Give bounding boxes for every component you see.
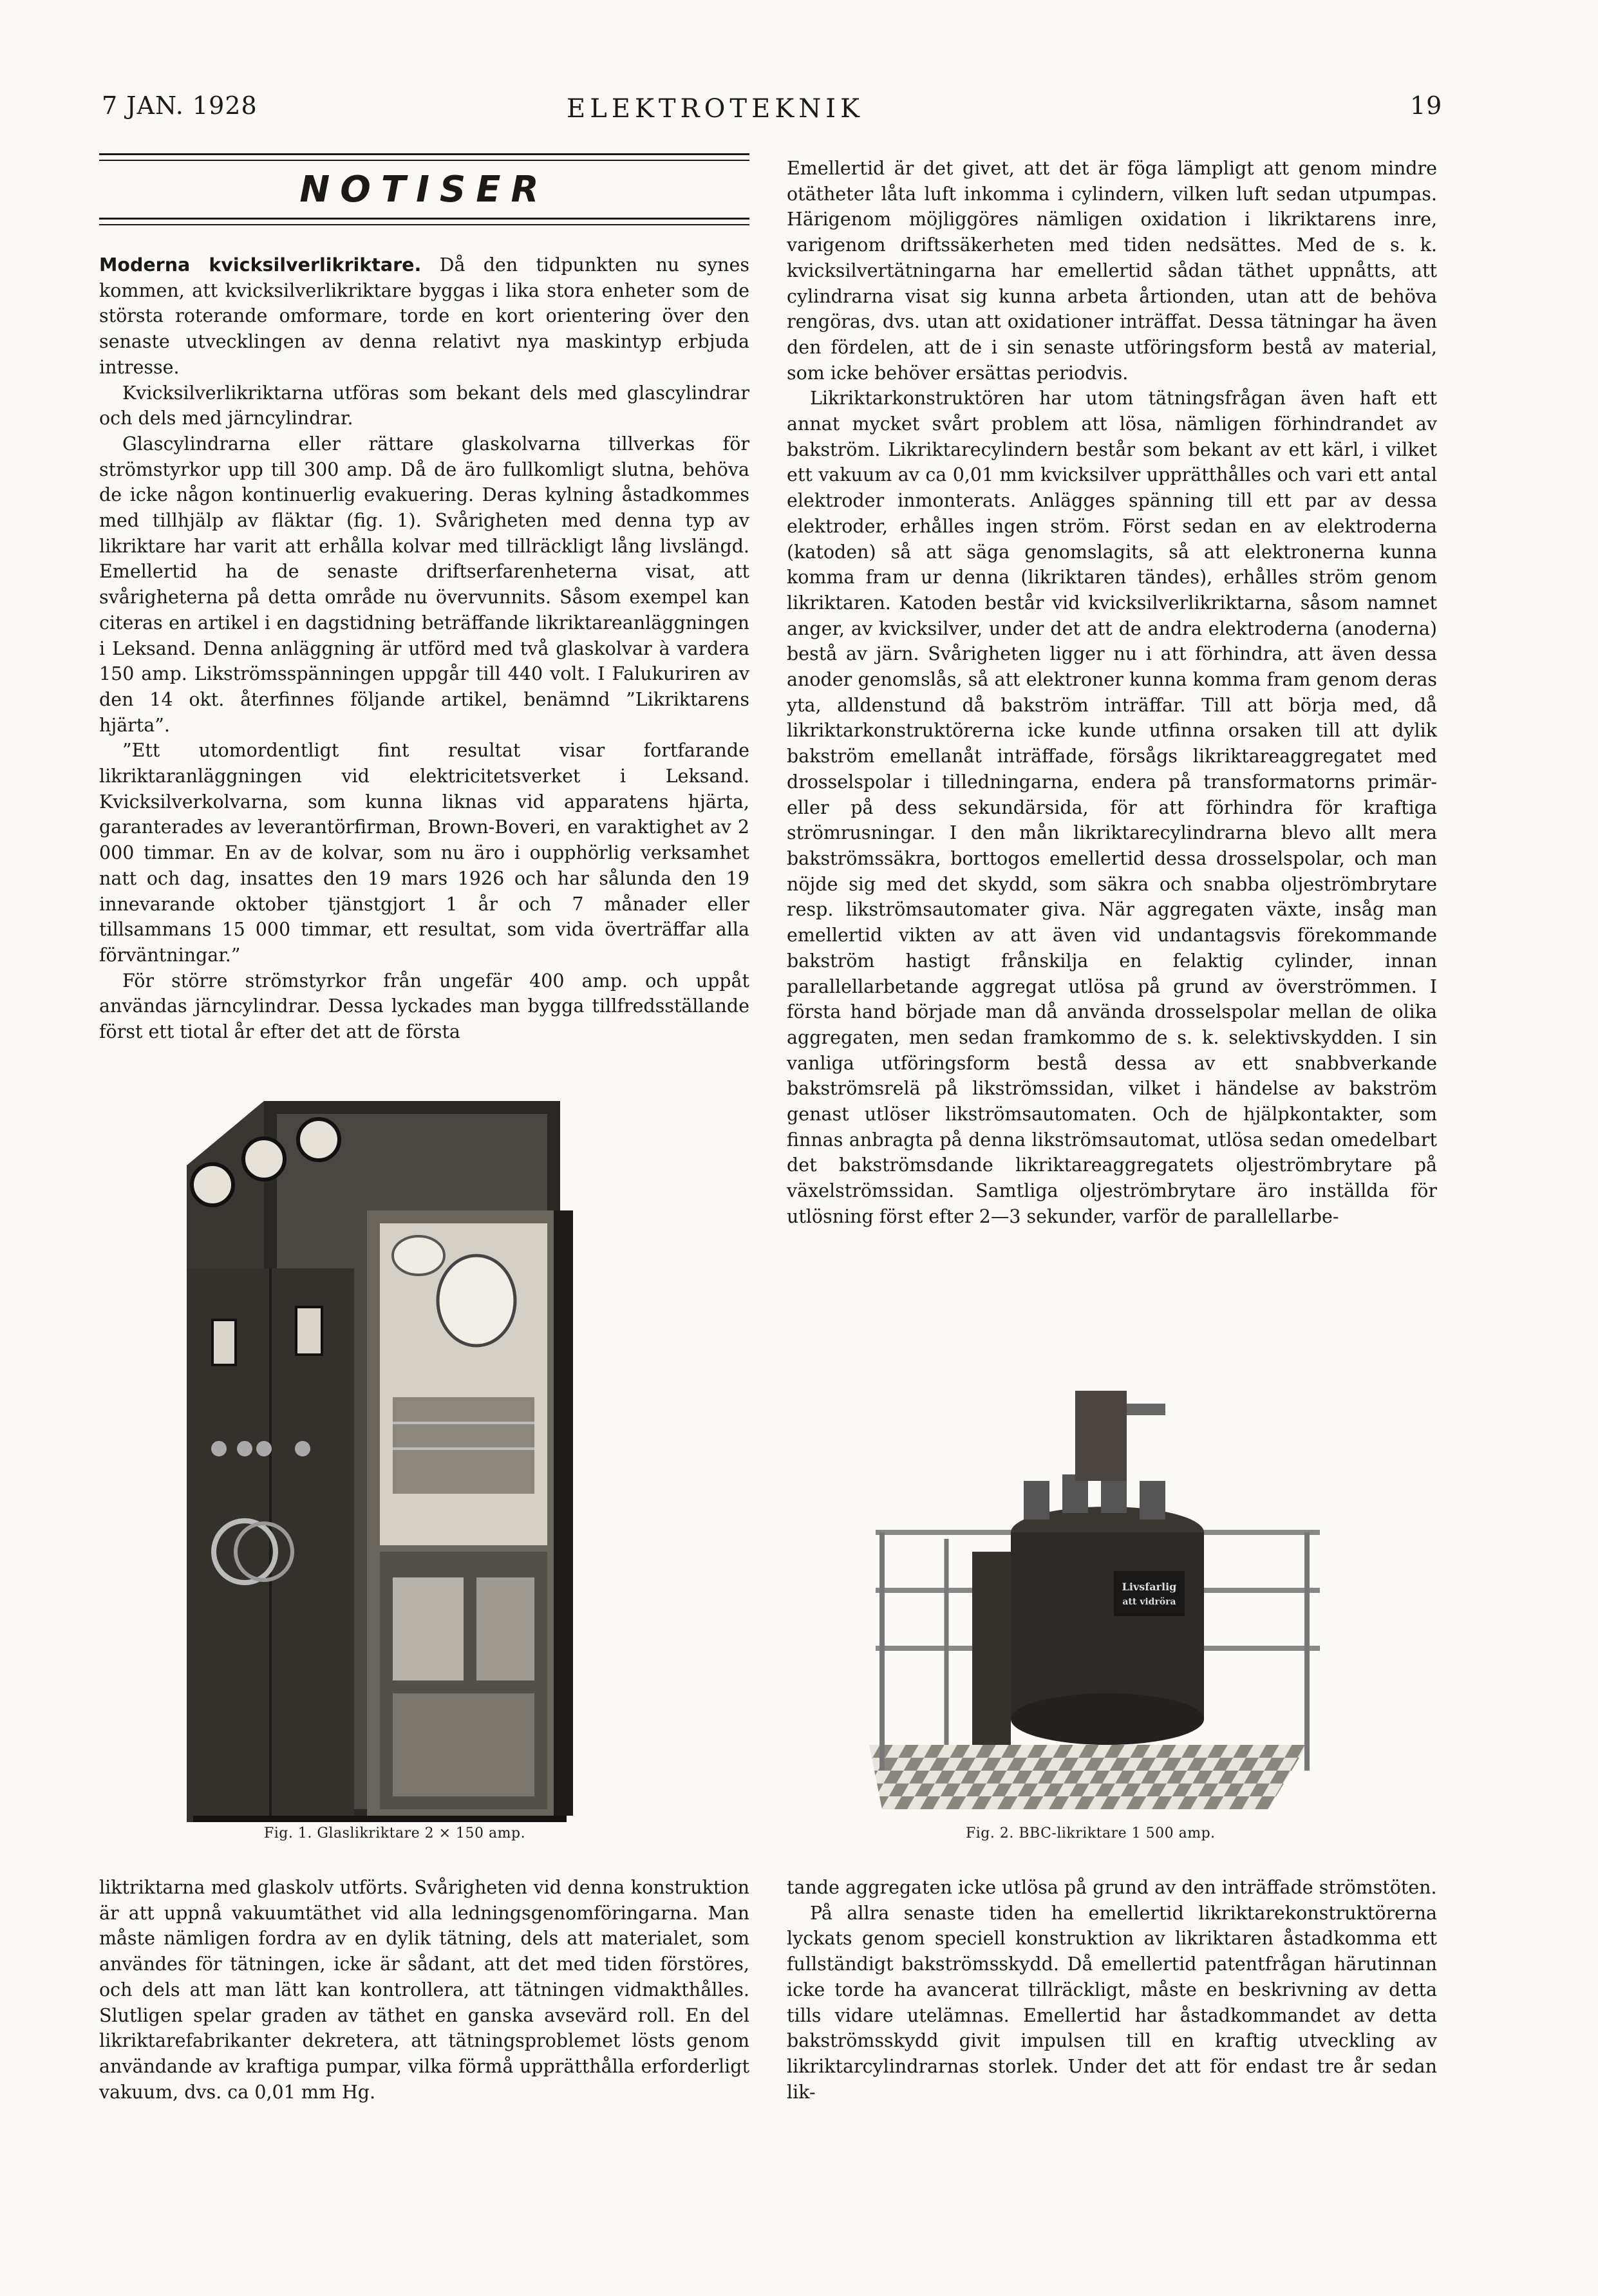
rule-top-2: [99, 160, 749, 161]
paragraph-2: Kvicksilverlikriktarna utföras som bekant dels med glascylindrar och dels med järncylindrar.: [99, 382, 749, 429]
paragraph-8: liktriktarna med glaskolv utförts. Svårigheten vid denna konstruktion är att uppnå vakuumtäthet vid alla ledningsgenomföringarna. Man måste nämligen fordra av en dylik tätning, dels att materialet, som användes för tätningen, icke är sådant, att det med tiden förstöres, och dels att man lätt kan kontrollera, att tätningen vidmakthålles. Slutligen spelar graden av täthet en ganska avsevärd roll. En del likriktarefabrikanter dekretera, att tätningsproblemet lösts genom användande av kraftiga pumpar, vilka förmå upprätthålla erforderligt vakuum, dvs. ca 0,01 mm Hg.: [99, 1877, 749, 2103]
article-column-2: [787, 156, 1437, 1230]
glass-rectifier-cabinet-illustration: [174, 1088, 663, 1822]
issue-date: 7 JAN. 1928: [102, 91, 258, 120]
paragraph-5: För större strömstyrkor från ungefär 400 amp. och uppåt användas järncylindrar. Dessa lyckades man bygga tillfredsställande först ett tiotal år efter det att de första: [99, 970, 749, 1043]
paragraph-3: Glascylindrarna eller rättare glaskolvarna tillverkas för strömstyrkor upp till 300 amp. Då de äro fullkomligt slutna, behöva de icke någon kontinuerlig evakuering. Deras kylning åstadkommes med tillhjälp av fläktar (fig. 1). Svårigheten med denna typ av likriktare har varit att erhålla kolvar med tillräckligt lång livslängd. Emellertid ha de senaste driftserfarenheterna visat, att svårigheterna på detta område nu övervunnits. Såsom exempel kan citeras en artikel i en dagstidning beträffande likriktareanläggningen i Leksand. Denna anläggning är utförd med två glaskolvar à vardera 150 amp. Likströmsspänningen uppgår till 440 volt. I Falukuriren av den 14 okt. återfinnes följande artikel, benämnd ”Likriktarens hjärta”.: [99, 433, 749, 736]
rule-bottom-1: [99, 218, 749, 220]
danger-sign-text-2: att vidröra: [1122, 1597, 1176, 1607]
paragraph-1: [99, 252, 749, 381]
paragraph-text: Då den tidpunkten nu synes kommen, att kvicksilverlikriktare byggas i lika stora enheter som de största roterande omformare, torde en kort orientering över den senaste utvecklingen av denna relativt nya maskintyp erbjuda intresse.: [99, 254, 750, 378]
paragraph-9: tande aggregaten icke utlösa på grund av den inträffade strömstöten.: [787, 1877, 1437, 1898]
paragraph-6: Emellertid är det givet, att det är föga lämpligt att genom mindre otätheter låta luft inkomma i cylindern, vilken luft sedan utpumpas. Härigenom möjliggöres nämligen oxidation i likriktarens inre, varigenom driftssäkerheten med tiden nedsättes. Med de s. k. kvicksilvertätningarna har emellertid sådan täthet uppnåtts, att cylindrarna visat sig kunna arbeta årtionden, utan att de behöva rengöras, dvs. utan att oxidationer inträffat. Dessa tätningar ha även den fördelen, att de i sin senaste utföringsform bestå av material, som icke behöver ersättas periodvis.: [787, 158, 1437, 384]
bbc-rectifier-illustration: [856, 1384, 1333, 1822]
journal-title: ELEKTROTEKNIK: [567, 94, 864, 124]
paragraph-7: Likriktarkonstruktören har utom tätningsfrågan även haft ett annat mycket svårt problem att lösa, nämligen förhindrandet av bakström. Likriktarecylindern består som bekant av ett kärl, i vilket ett vakuum av ca 0,01 mm kvicksilver upprätthålles och vari ett antal elektroder inmonterats. Anlägges spänning till ett par av dessa elektroder, erhålles ingen ström. Först sedan en av elektroderna (katoden) så att säga genomslagits, så att elektronerna kunna komma fram ur denna (likriktaren tändes), erhålles ström genom likriktaren. Katoden består vid kvicksilverlikriktarna, såsom namnet anger, av kvicksilver, under det att de andra elektroderna (anoderna) bestå av järn. Svårigheten ligger nu i att förhindra, att även dessa anoder genomslås, så att elektroner kunna komma fram genom deras yta, alldenstund då bakström inträffar. Till att börja med, då likriktarkonstruktörerna icke kunde utfinna orsaken till att dylik bakström emellanåt inträffade, försågs likriktareaggregatet med drosselspolar i tilledningarna, endera på transformatorns primär- eller på dess sekundärsida, för att förhindra för kraftiga strömrusningar. I den mån likriktarecylindrarna blevo allt mera bakströmssäkra, borttogos emellertid dessa drosselspolar, och man nöjde sig med det skydd, som säkra och snabba oljeströmbrytare resp. likströmsautomater giva. När aggregaten växte, insåg man emellertid vikten av att även vid undantagsvis förekommande bakström hastigt frånskilja en felaktig cylinder, innan parallellarbetande aggregat utlösa på grund av överströmmen. I första hand började man då använda drosselspolar mellan de olika aggregaten, men sedan framkommo de s. k. selektivskydden. I sin vanliga utföringsform bestå dessa av ett snabbverkande bakströmsrelä på likströmssidan, vilket i händelse av bakström genast utlöser likströmsautomaten. Och de hjälpkontakter, som finnas anbragta på denna likströmsautomat, utlösa sedan omedelbart det bakströmsdande likriktareaggregatets oljeströmbrytare på växelströmssidan. Samtliga oljeströmbrytare äro inställda för utlösning först efter 2—3 sekunder, varför de parallellarbe-: [787, 388, 1437, 1227]
figure-2-image: [856, 1384, 1333, 1822]
paragraph-4-quote: ”Ett utomordentligt fint resultat visar fortfarande likriktaranläggningen vid elektricitetsverket i Leksand. Kvicksilverkolvarna, som kunna liknas vid apparatens hjärta, garanterades av leverantörfirman, Brown-Boveri, en varaktighet av 2 000 timmar. En av de kolvar, som nu äro i oupphörlig verksamhet natt och dag, insattes den 19 mars 1926 och har sålunda den 19 innevarande oktober tjänstgjort 1 år och 7 månader eller tillsammans 15 000 timmar, ett resultat, som vida överträffar alla förväntningar.”: [99, 740, 749, 966]
figure-2-caption: Fig. 2. BBC-likriktare 1 500 amp.: [966, 1825, 1216, 1841]
article-column-3: [99, 1875, 749, 2105]
section-title: NOTISER: [299, 169, 549, 211]
article-heading: Moderna kvicksilverlikriktare.: [99, 254, 422, 276]
article-column-4: [787, 1875, 1437, 2105]
paragraph-10: På allra senaste tiden ha emellertid likriktarekonstruktörerna lyckats genom speciell konstruktion av likriktaren åstadkomma ett fullständigt bakströmsskydd. Då emellertid patentfrågan härutinnan icke torde ha avancerat tillräckligt, måste en beskrivning av detta tills vidare utelämnas. Emellertid har åstadkommandet av detta bakströmsskydd givit impulsen till en kraftig utveckling av likriktarcylindrarnas storlek. Under det att för endast tre år sedan lik-: [787, 1902, 1437, 2103]
rule-top-1: [99, 153, 749, 155]
page-number: 19: [1410, 91, 1443, 120]
figure-1-caption: Fig. 1. Glaslikriktare 2 × 150 amp.: [264, 1825, 526, 1841]
article-column-1: [99, 252, 749, 1045]
figure-1-image: [174, 1088, 663, 1822]
rule-bottom-2: [99, 224, 749, 225]
danger-sign-text: Livsfarlig: [1122, 1581, 1177, 1593]
